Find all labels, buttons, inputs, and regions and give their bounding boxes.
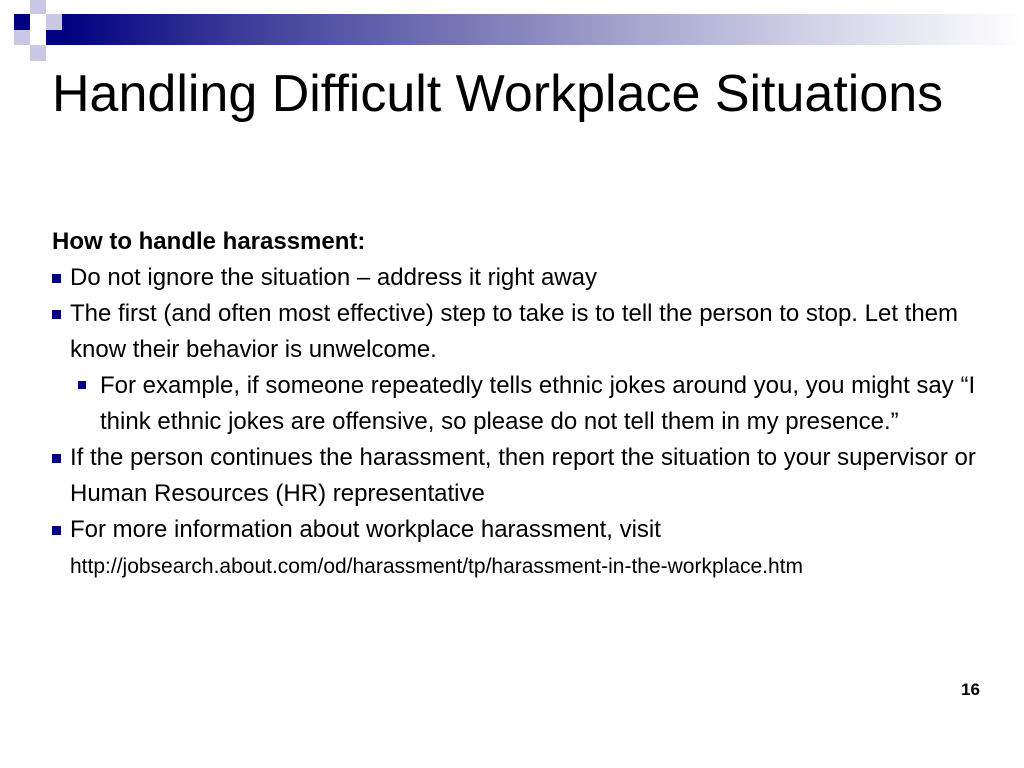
decor-square-dark <box>14 14 30 30</box>
square-bullet-icon <box>52 274 61 283</box>
list-item <box>52 512 982 584</box>
page-number: 16 <box>961 680 980 699</box>
slide-body <box>52 224 982 584</box>
decor-square-light <box>14 30 30 45</box>
bullet-text: The first (and often most effective) step to take is to tell the person to stop. Let them know their behavior is unwelcome. <box>70 300 959 363</box>
list-item <box>52 440 982 512</box>
decor-square-light <box>30 45 46 61</box>
square-bullet-icon <box>78 381 86 389</box>
decor-square-light <box>46 14 62 30</box>
square-bullet-icon <box>52 526 61 535</box>
bullet-text: Do not ignore the situation – address it right away <box>70 264 597 291</box>
bullet-text: If the person continues the harassment, then report the situation to your supervisor or Human Resources (HR) representative <box>70 444 976 507</box>
header-gradient-band <box>62 14 1024 45</box>
list-item <box>52 296 982 368</box>
slide-subheading: How to handle harassment: <box>52 228 366 255</box>
decor-square-white <box>0 0 14 14</box>
more-info-link[interactable]: http://jobsearch.about.com/od/harassment/tp/harassment-in-the-workplace.htm <box>70 555 804 578</box>
decor-square-dark <box>46 30 62 45</box>
sub-bullet-text: For example, if someone repeatedly tells ethnic jokes around you, you might say “I think ethnic jokes are offensive, so please do not tell them in my presence.” <box>100 372 976 435</box>
decor-square-light <box>30 0 46 14</box>
more-info-text: For more information about workplace harassment, visit <box>70 516 661 543</box>
list-item <box>52 260 982 296</box>
sub-list-item <box>78 368 982 440</box>
slide-title: Handling Difficult Workplace Situations <box>52 65 944 123</box>
square-bullet-icon <box>52 454 61 463</box>
square-bullet-icon <box>52 310 61 319</box>
bullet-list <box>52 260 982 584</box>
